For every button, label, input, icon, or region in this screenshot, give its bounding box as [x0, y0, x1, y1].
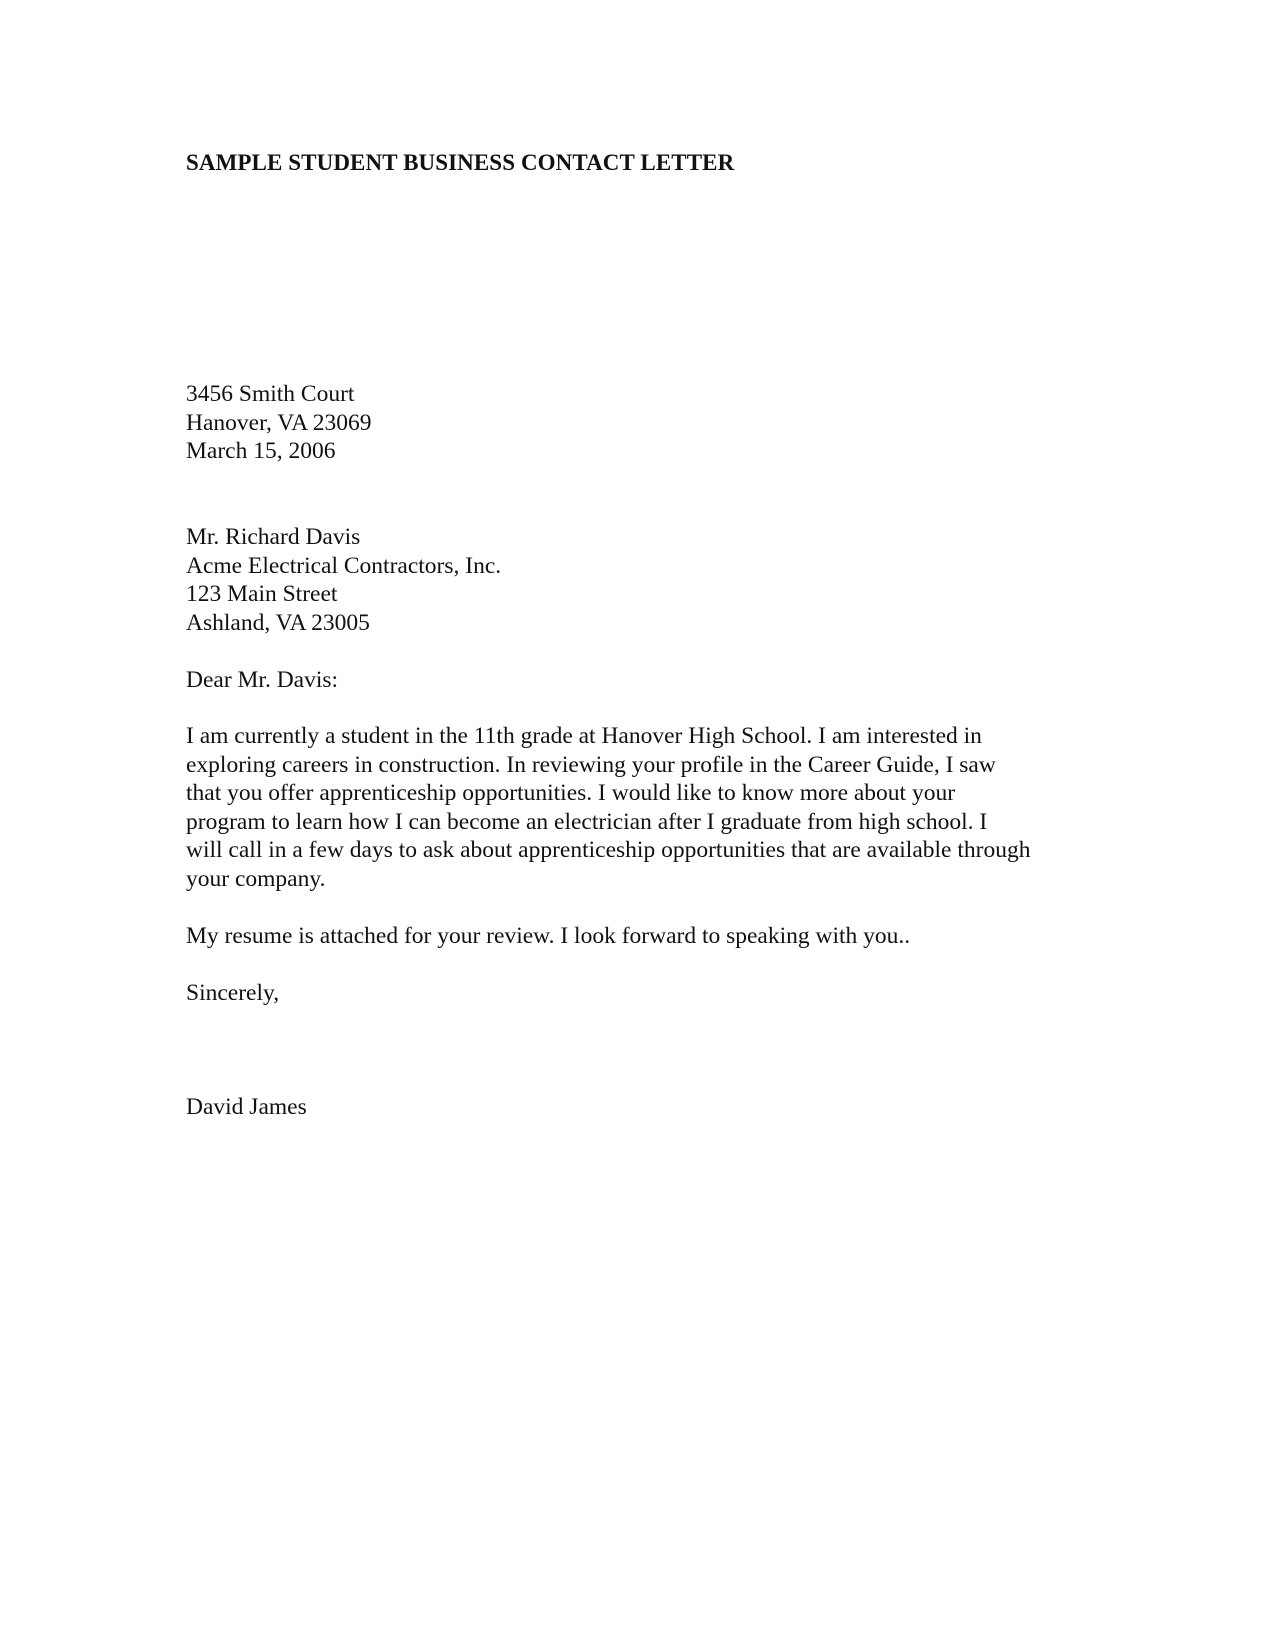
body-line: exploring careers in construction. In reviewing your profile in the Career Guide, I saw [186, 751, 996, 778]
sender-address-block [186, 380, 372, 466]
signoff-text: Sincerely, [186, 980, 280, 1006]
sender-street: 3456 Smith Court [186, 381, 355, 407]
body-line: will call in a few days to ask about apprenticeship opportunities that are available through [186, 837, 1031, 863]
body-line: that you offer apprenticeship opportunities. I would like to know more about your [186, 780, 956, 806]
closing-paragraph [186, 922, 910, 951]
letter-date: March 15, 2006 [186, 438, 336, 464]
body-paragraph [186, 722, 1030, 893]
recipient-city-state-zip: Ashland, VA 23005 [186, 609, 370, 636]
sender-city-state-zip: Hanover, VA 23069 [186, 409, 372, 436]
recipient-street: 123 Main Street [186, 581, 338, 607]
letter-title: SAMPLE STUDENT BUSINESS CONTACT LETTER [186, 150, 735, 175]
salutation [186, 666, 338, 695]
body-line: your company. [186, 865, 326, 892]
salutation-text: Dear Mr. Davis: [186, 667, 339, 693]
recipient-name: Mr. Richard Davis [186, 524, 361, 550]
signature-name: David James [186, 1094, 307, 1120]
recipient-address-block [186, 523, 501, 637]
closing-paragraph-text: My resume is attached for your review. I look forward to speaking with you.. [186, 923, 911, 949]
signature [186, 1093, 307, 1122]
signoff [186, 979, 279, 1008]
body-line: program to learn how I can become an electrician after I graduate from high school. I [186, 808, 988, 835]
recipient-company: Acme Electrical Contractors, Inc. [186, 552, 502, 579]
body-line: I am currently a student in the 11th grade at Hanover High School. I am interested in [186, 723, 982, 749]
